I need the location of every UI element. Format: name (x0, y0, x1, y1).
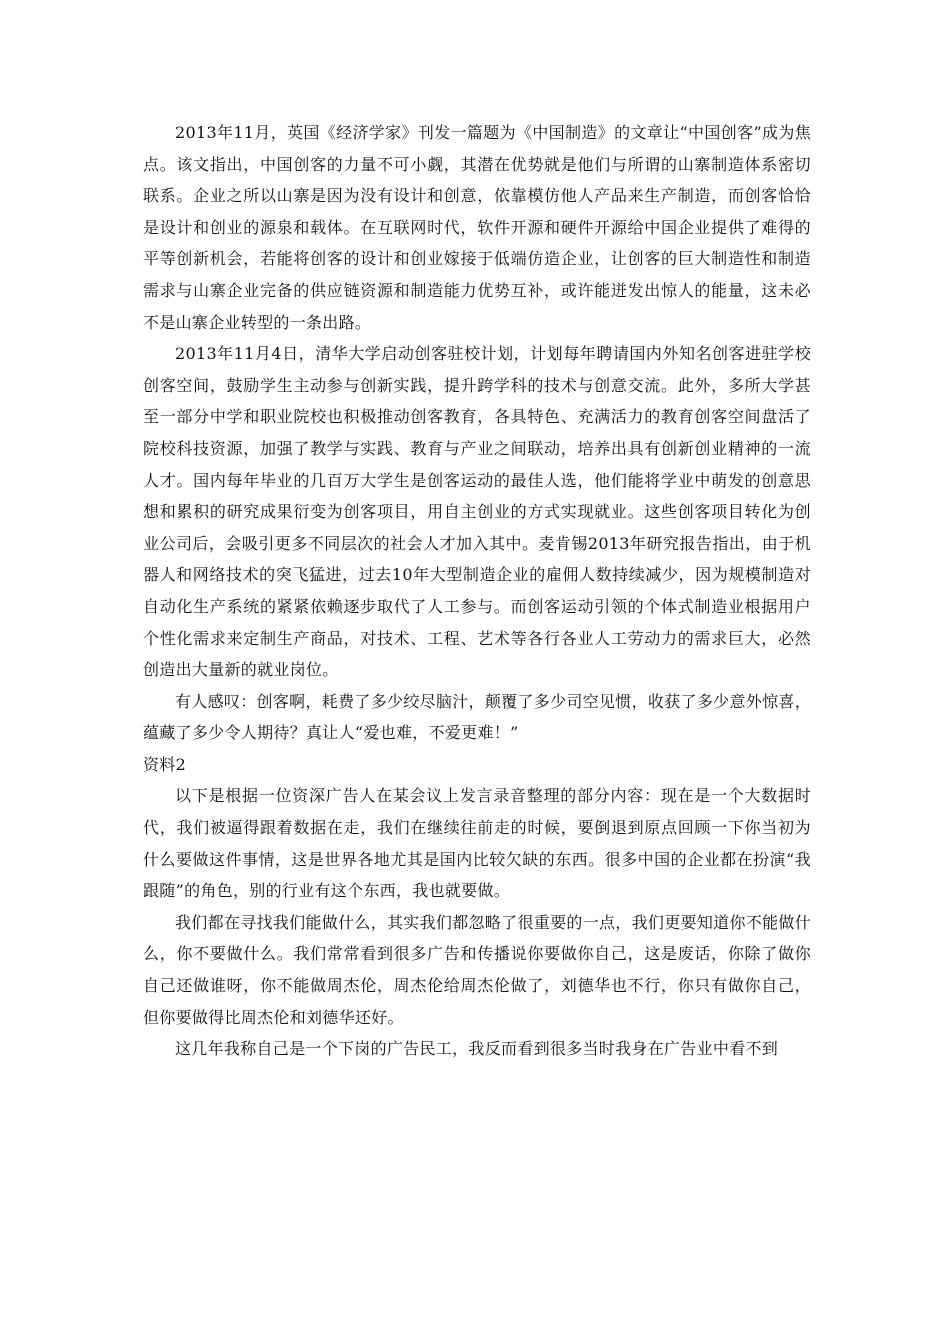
paragraph-tsinghua-maker: 2013年11月4日，清华大学启动创客驻校计划，计划每年聘请国内外知名创客进驻学校创客空间，鼓励学生主动参与创新实践，提升跨学科的技术与创意交流。此外，多所大学甚至一部分中学和职业院校也积极推动创客教育，各具特色、充满活力的教育创客空间盘活了院校科技资源，加强了教学与实践、教育与产业之间联动，培养出具有创新创业精神的一流人才。国内每年毕业的几百万大学生是创客运动的最佳人选，他们能将学业中萌发的创意思想和累积的研究成果衍变为创客项目，用自主创业的方式实现就业。这些创客项目转化为创业公司后，会吸引更多不同层次的社会人才加入其中。麦肯锡2013年研究报告指出，由于机器人和网络技术的突飞猛进，过去10年大型制造企业的雇佣人数持续减少，因为规模制造对自动化生产系统的紧紧依赖逐步取代了人工参与。而创客运动引领的个体式制造业根据用户个性化需求来定制生产商品，对技术、工程、艺术等各行各业人工劳动力的需求巨大，必然创造出大量新的就业岗位。 (143, 344, 811, 680)
section-heading-material-2: 资料2 (143, 754, 187, 774)
paragraph-ad-worker: 这几年我称自己是一个下岗的广告民工，我反而看到很多当时我身在广告业中看不到 (175, 1039, 779, 1059)
paragraph-sigh: 有人感叹：创客啊，耗费了多少绞尽脑汁，颠覆了多少司空见惯，收获了多少意外惊喜，蕴藏了多少令人期待？真让人“爱也难，不爱更难！” (143, 691, 811, 743)
document-body (143, 117, 811, 1065)
paragraph-made-in-china: 2013年11月，英国《经济学家》刊发一篇题为《中国制造》的文章让“中国创客”成为焦点。该文指出，中国创客的力量不可小觑，其潜在优势就是他们与所谓的山寨制造体系密切联系。企业之所以山寨是因为没有设计和创意，依靠模仿他人产品来生产制造，而创客恰恰是设计和创业的源泉和载体。在互联网时代，软件开源和硬件开源给中国企业提供了难得的平等创新机会，若能将创客的设计和创业嫁接于低端仿造企业，让创客的巨大制造性和制造需求与山寨企业完备的供应链资源和制造能力优势互补，或许能迸发出惊人的能量，这未必不是山寨企业转型的一条出路。 (143, 123, 811, 332)
paragraph-be-yourself: 我们都在寻找我们能做什么，其实我们都忽略了很重要的一点，我们更要知道你不能做什么，你不要做什么。我们常常看到很多广告和传播说你要做你自己，这是废话，你除了做你自己还做谁呀，你不能做周杰伦，周杰伦给周杰伦做了，刘德华也不行，你只有做你自己，但你要做得比周杰伦和刘德华还好。 (143, 912, 811, 1027)
paragraph-big-data: 以下是根据一位资深广告人在某会议上发言录音整理的部分内容：现在是一个大数据时代，我们被逼得跟着数据在走，我们在继续往前走的时候，要倒退到原点回顾一下你当初为什么要做这件事情，这是世界各地尤其是国内比较欠缺的东西。很多中国的企业都在扮演“我跟随”的角色，别的行业有这个东西，我也就要做。 (143, 786, 811, 901)
